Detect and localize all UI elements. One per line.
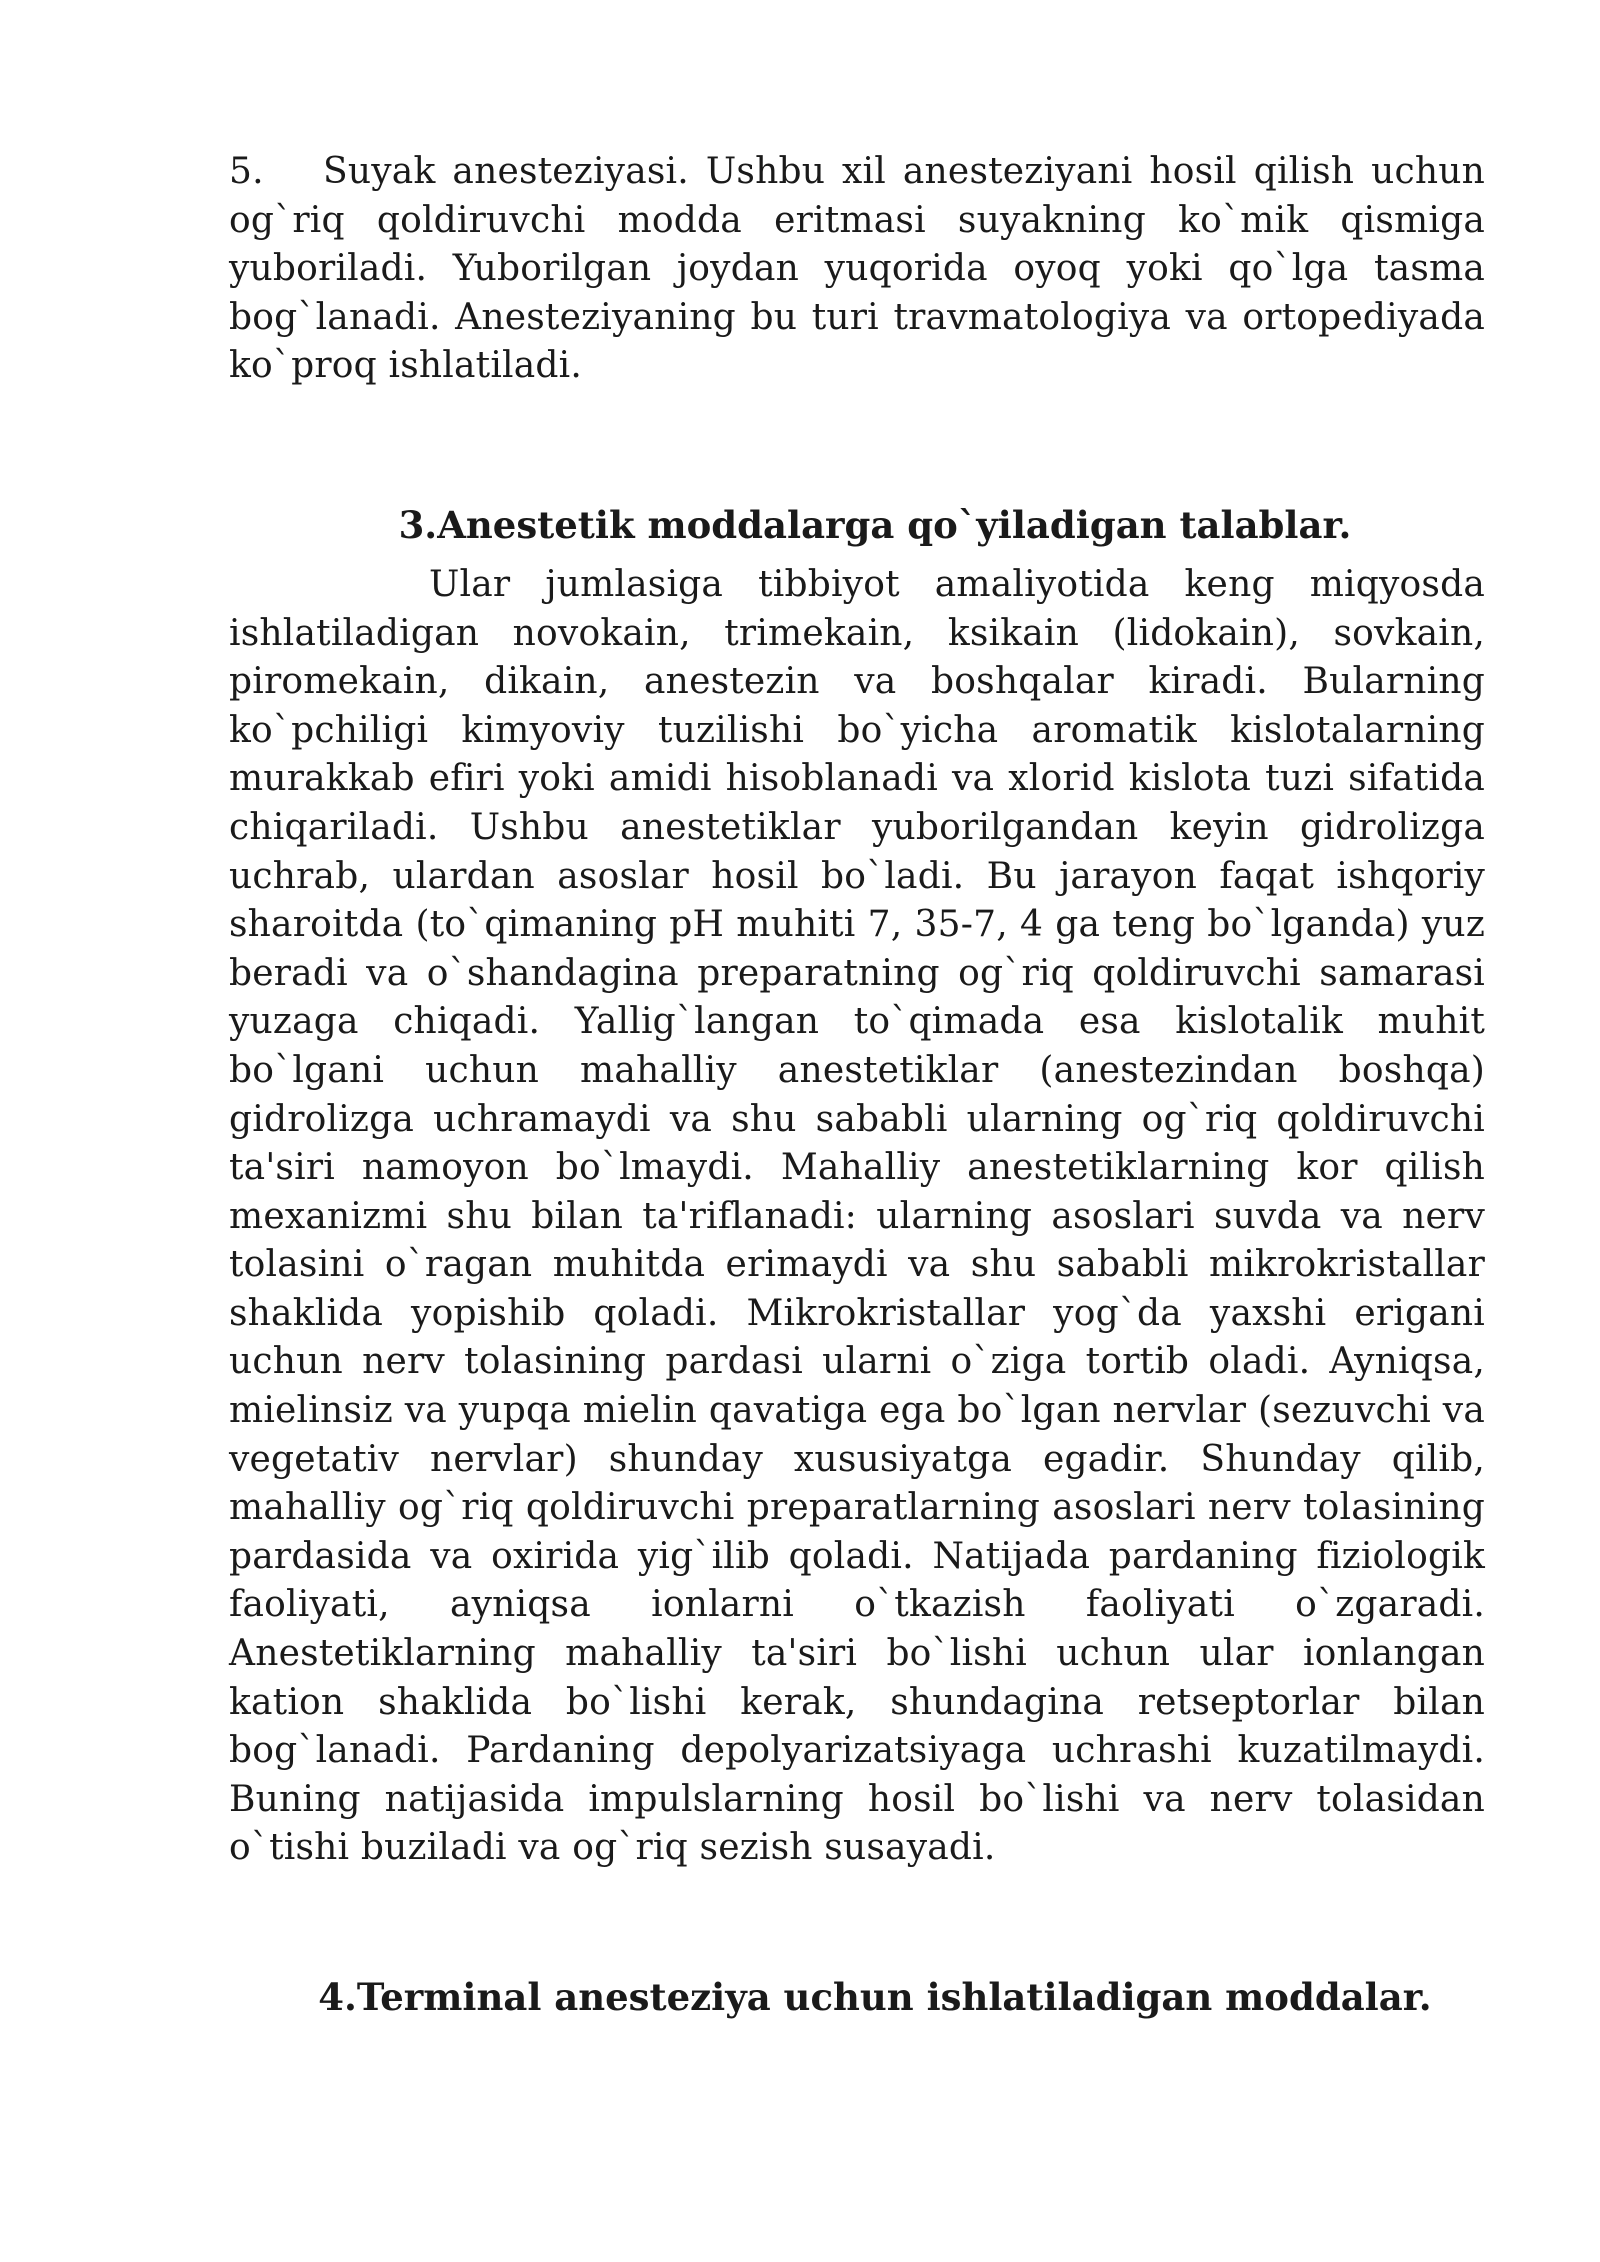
page-content <box>229 148 1485 2021</box>
section-heading-3: 3.Anestetik moddalarga qo`yiladigan talablar. <box>398 502 1352 547</box>
section-3-paragraph: Ular jumlasiga tibbiyot amaliyotida keng miqyosda ishlatiladigan novokain, trimekain, ksikain (lidokain), sovkain, piromekain, dikain, anestezin va boshqalar kiradi. Bularning ko`pchiligi kimyoviy tuzilishi bo`yicha aromatik kislotalarning murakkab efiri yoki amidi hisoblanadi va xlorid kislota tuzi sifatida chiqariladi. Ushbu anestetiklar yuborilgandan keyin gidrolizga uchrab, ulardan asoslar hosil bo`ladi. Bu jarayon faqat ishqoriy sharoitda (to`qimaning pH muhiti 7, 35-7, 4 ga teng bo`lganda) yuz beradi va o`shandagina preparatning og`riq qoldiruvchi samarasi yuzaga chiqadi. Yallig`langan to`qimada esa kislotalik muhit bo`lgani uchun mahalliy anestetiklar (anestezindan boshqa) gidrolizga uchramaydi va shu sababli ularning og`riq qoldiruvchi ta'siri namoyon bo`lmaydi. Mahalliy anestetiklarning kor qilish mexanizmi shu bilan ta'riflanadi: ularning asoslari suvda va nerv tolasini o`ragan muhitda erimaydi va shu sababli mikrokristallar shaklida yopishib qoladi. Mikrokristallar yog`da yaxshi erigani uchun nerv tolasining pardasi ularni o`ziga tortib oladi. Ayniqsa, mielinsiz va yupqa mielin qavatiga ega bo`lgan nervlar (sezuvchi va vegetativ nervlar) shunday xususiyatga egadir. Shunday qilib, mahalliy og`riq qoldiruvchi preparatlarning asoslari nerv tolasining pardasida va oxirida yig`ilib qoladi. Natijada pardaning fiziologik faoliyati, ayniqsa ionlarni o`tkazish faoliyati o`zgaradi. Anestetiklarning mahalliy ta'siri bo`lishi uchun ular ionlangan kation shaklida bo`lishi kerak, shundagina retseptorlar bilan bog`lanadi. Pardaning depolyarizatsiyaga uchrashi kuzatilmaydi. Buning natijasida impulslarning hosil bo`lishi va nerv tolasidan o`tishi buziladi va og`riq sezish susayadi. <box>229 563 1485 1869</box>
list-item-5 <box>229 148 1485 391</box>
list-item-text: Suyak anesteziyasi. Ushbu xil anesteziyani hosil qilish uchun og`riq qoldiruvchi modda eritmasi suyakning ko`mik qismiga yuboriladi. Yuborilgan joydan yuqorida oyoq yoki qo`lga tasma bog`lanadi. Anesteziyaning bu turi travmatologiya va ortopediyada ko`proq ishlatiladi. <box>229 151 1485 387</box>
list-number: 5. <box>229 151 264 192</box>
section-heading-4: 4.Terminal anesteziya uchun ishlatiladigan moddalar. <box>318 1975 1432 2019</box>
